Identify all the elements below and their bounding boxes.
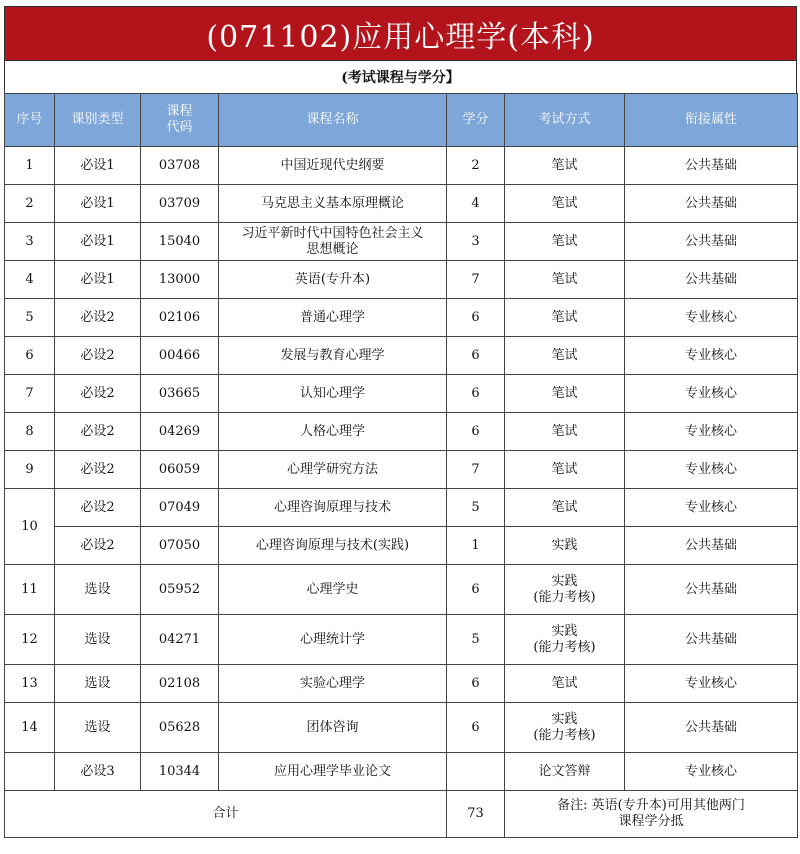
cell-credit: 6 [447,565,505,615]
cell-code: 02108 [141,665,219,703]
cell-no: 5 [5,299,55,337]
table-row [5,665,798,703]
cell-code: 10344 [141,753,219,791]
cell-no: 4 [5,261,55,299]
cell-no: 11 [5,565,55,615]
total-note-line2: 课程学分抵 [618,814,684,829]
cell-credit: 6 [447,375,505,413]
cell-code: 04271 [141,615,219,665]
cell-code: 13000 [141,261,219,299]
cell-attr: 公共基础 [625,527,798,565]
cell-no: 2 [5,185,55,223]
cell-exam-line2: (能力考核) [533,589,596,605]
table-row [5,185,798,223]
cell-type: 必设3 [55,753,141,791]
cell-exam-line1: 实践 [551,623,578,639]
cell-attr: 公共基础 [625,261,798,299]
cell-exam: 笔试 [505,147,625,185]
table-row [5,615,798,665]
header-no: 序号 [5,94,55,147]
cell-name: 中国近现代史纲要 [219,147,447,185]
cell-type: 必设1 [55,147,141,185]
table-row [5,489,798,527]
cell-exam-line2: (能力考核) [533,639,596,655]
cell-credit [447,753,505,791]
total-note [505,791,798,838]
page-title: (071102)应用心理学(本科) [4,6,797,61]
course-sheet [4,6,797,838]
cell-type: 选设 [55,615,141,665]
cell-name: 心理学史 [219,565,447,615]
cell-code: 03709 [141,185,219,223]
cell-attr: 公共基础 [625,223,798,261]
cell-name: 人格心理学 [219,413,447,451]
cell-exam: 笔试 [505,185,625,223]
cell-exam: 笔试 [505,261,625,299]
cell-credit: 7 [447,261,505,299]
table-row [5,299,798,337]
cell-no: 9 [5,451,55,489]
cell-type: 必设2 [55,489,141,527]
cell-no: 12 [5,615,55,665]
cell-no: 6 [5,337,55,375]
cell-name: 认知心理学 [219,375,447,413]
cell-type: 必设1 [55,185,141,223]
cell-attr: 专业核心 [625,299,798,337]
cell-attr: 专业核心 [625,451,798,489]
cell-name: 普通心理学 [219,299,447,337]
cell-code: 07050 [141,527,219,565]
cell-attr: 公共基础 [625,565,798,615]
cell-code: 07049 [141,489,219,527]
cell-no: 13 [5,665,55,703]
cell-credit: 7 [447,451,505,489]
cell-attr: 专业核心 [625,375,798,413]
cell-name [219,223,447,261]
cell-exam: 笔试 [505,413,625,451]
table-row [5,565,798,615]
table-row [5,703,798,753]
cell-type: 必设1 [55,261,141,299]
cell-exam: 笔试 [505,489,625,527]
cell-credit: 6 [447,299,505,337]
cell-attr: 公共基础 [625,185,798,223]
cell-exam: 实践 [505,527,625,565]
cell-code: 02106 [141,299,219,337]
table-row [5,375,798,413]
cell-type: 必设2 [55,527,141,565]
cell-credit: 6 [447,413,505,451]
cell-name: 实验心理学 [219,665,447,703]
cell-name: 心理统计学 [219,615,447,665]
cell-exam: 笔试 [505,299,625,337]
cell-credit: 3 [447,223,505,261]
cell-name: 心理学研究方法 [219,451,447,489]
cell-name: 心理咨询原理与技术(实践) [219,527,447,565]
cell-attr: 专业核心 [625,489,798,527]
cell-name: 马克思主义基本原理概论 [219,185,447,223]
cell-attr: 专业核心 [625,753,798,791]
table-row [5,527,798,565]
total-row [5,791,798,838]
cell-attr: 公共基础 [625,615,798,665]
cell-no: 14 [5,703,55,753]
cell-type: 选设 [55,665,141,703]
cell-type: 选设 [55,565,141,615]
cell-credit: 4 [447,185,505,223]
header-credit: 学分 [447,94,505,147]
cell-code: 04269 [141,413,219,451]
table-row [5,261,798,299]
header-code-line1: 课程 [166,104,193,119]
cell-exam [505,615,625,665]
cell-credit: 6 [447,665,505,703]
cell-exam: 笔试 [505,665,625,703]
table-row [5,413,798,451]
cell-type: 必设2 [55,451,141,489]
cell-exam: 笔试 [505,337,625,375]
cell-type: 必设2 [55,299,141,337]
cell-code: 00466 [141,337,219,375]
cell-exam [505,703,625,753]
total-note-line1: 备注: 英语(专升本)可用其他两门 [557,798,745,813]
cell-credit: 6 [447,703,505,753]
table-row [5,451,798,489]
cell-attr: 专业核心 [625,413,798,451]
cell-exam: 笔试 [505,375,625,413]
cell-type: 必设2 [55,375,141,413]
cell-no: 10 [5,489,55,565]
table-row [5,147,798,185]
total-credit: 73 [447,791,505,838]
header-code-line2: 代码 [166,120,193,135]
cell-name: 心理咨询原理与技术 [219,489,447,527]
cell-name: 应用心理学毕业论文 [219,753,447,791]
cell-exam-line2: (能力考核) [533,727,596,743]
cell-credit: 5 [447,489,505,527]
cell-no: 8 [5,413,55,451]
cell-exam-line1: 实践 [551,573,578,589]
table-row [5,753,798,791]
header-exam: 考试方式 [505,94,625,147]
cell-credit: 5 [447,615,505,665]
cell-code: 05628 [141,703,219,753]
cell-name-line1: 习近平新时代中国特色社会主义 [241,225,424,241]
cell-exam: 笔试 [505,223,625,261]
cell-attr: 公共基础 [625,703,798,753]
cell-type: 必设2 [55,413,141,451]
table-row [5,337,798,375]
cell-type: 必设2 [55,337,141,375]
cell-exam [505,565,625,615]
cell-attr: 专业核心 [625,337,798,375]
cell-exam: 笔试 [505,451,625,489]
cell-name: 英语(专升本) [219,261,447,299]
cell-type: 选设 [55,703,141,753]
header-name: 课程名称 [219,94,447,147]
header-code [141,94,219,147]
cell-code: 03708 [141,147,219,185]
total-label: 合计 [5,791,447,838]
page-subtitle: (考试课程与学分】 [4,61,797,93]
cell-no: 7 [5,375,55,413]
table-row [5,223,798,261]
cell-exam: 论文答辩 [505,753,625,791]
cell-no: 1 [5,147,55,185]
cell-code: 03665 [141,375,219,413]
cell-credit: 1 [447,527,505,565]
header-type: 课别类型 [55,94,141,147]
cell-no: 3 [5,223,55,261]
cell-name-line2: 思想概论 [306,241,359,257]
cell-attr: 公共基础 [625,147,798,185]
cell-no [5,753,55,791]
cell-attr: 专业核心 [625,665,798,703]
course-table [4,93,798,838]
header-attr: 衔接属性 [625,94,798,147]
cell-code: 15040 [141,223,219,261]
cell-name: 发展与教育心理学 [219,337,447,375]
cell-name: 团体咨询 [219,703,447,753]
cell-code: 05952 [141,565,219,615]
cell-code: 06059 [141,451,219,489]
table-header-row [5,94,798,147]
cell-exam-line1: 实践 [551,711,578,727]
cell-type: 必设1 [55,223,141,261]
cell-credit: 6 [447,337,505,375]
cell-credit: 2 [447,147,505,185]
